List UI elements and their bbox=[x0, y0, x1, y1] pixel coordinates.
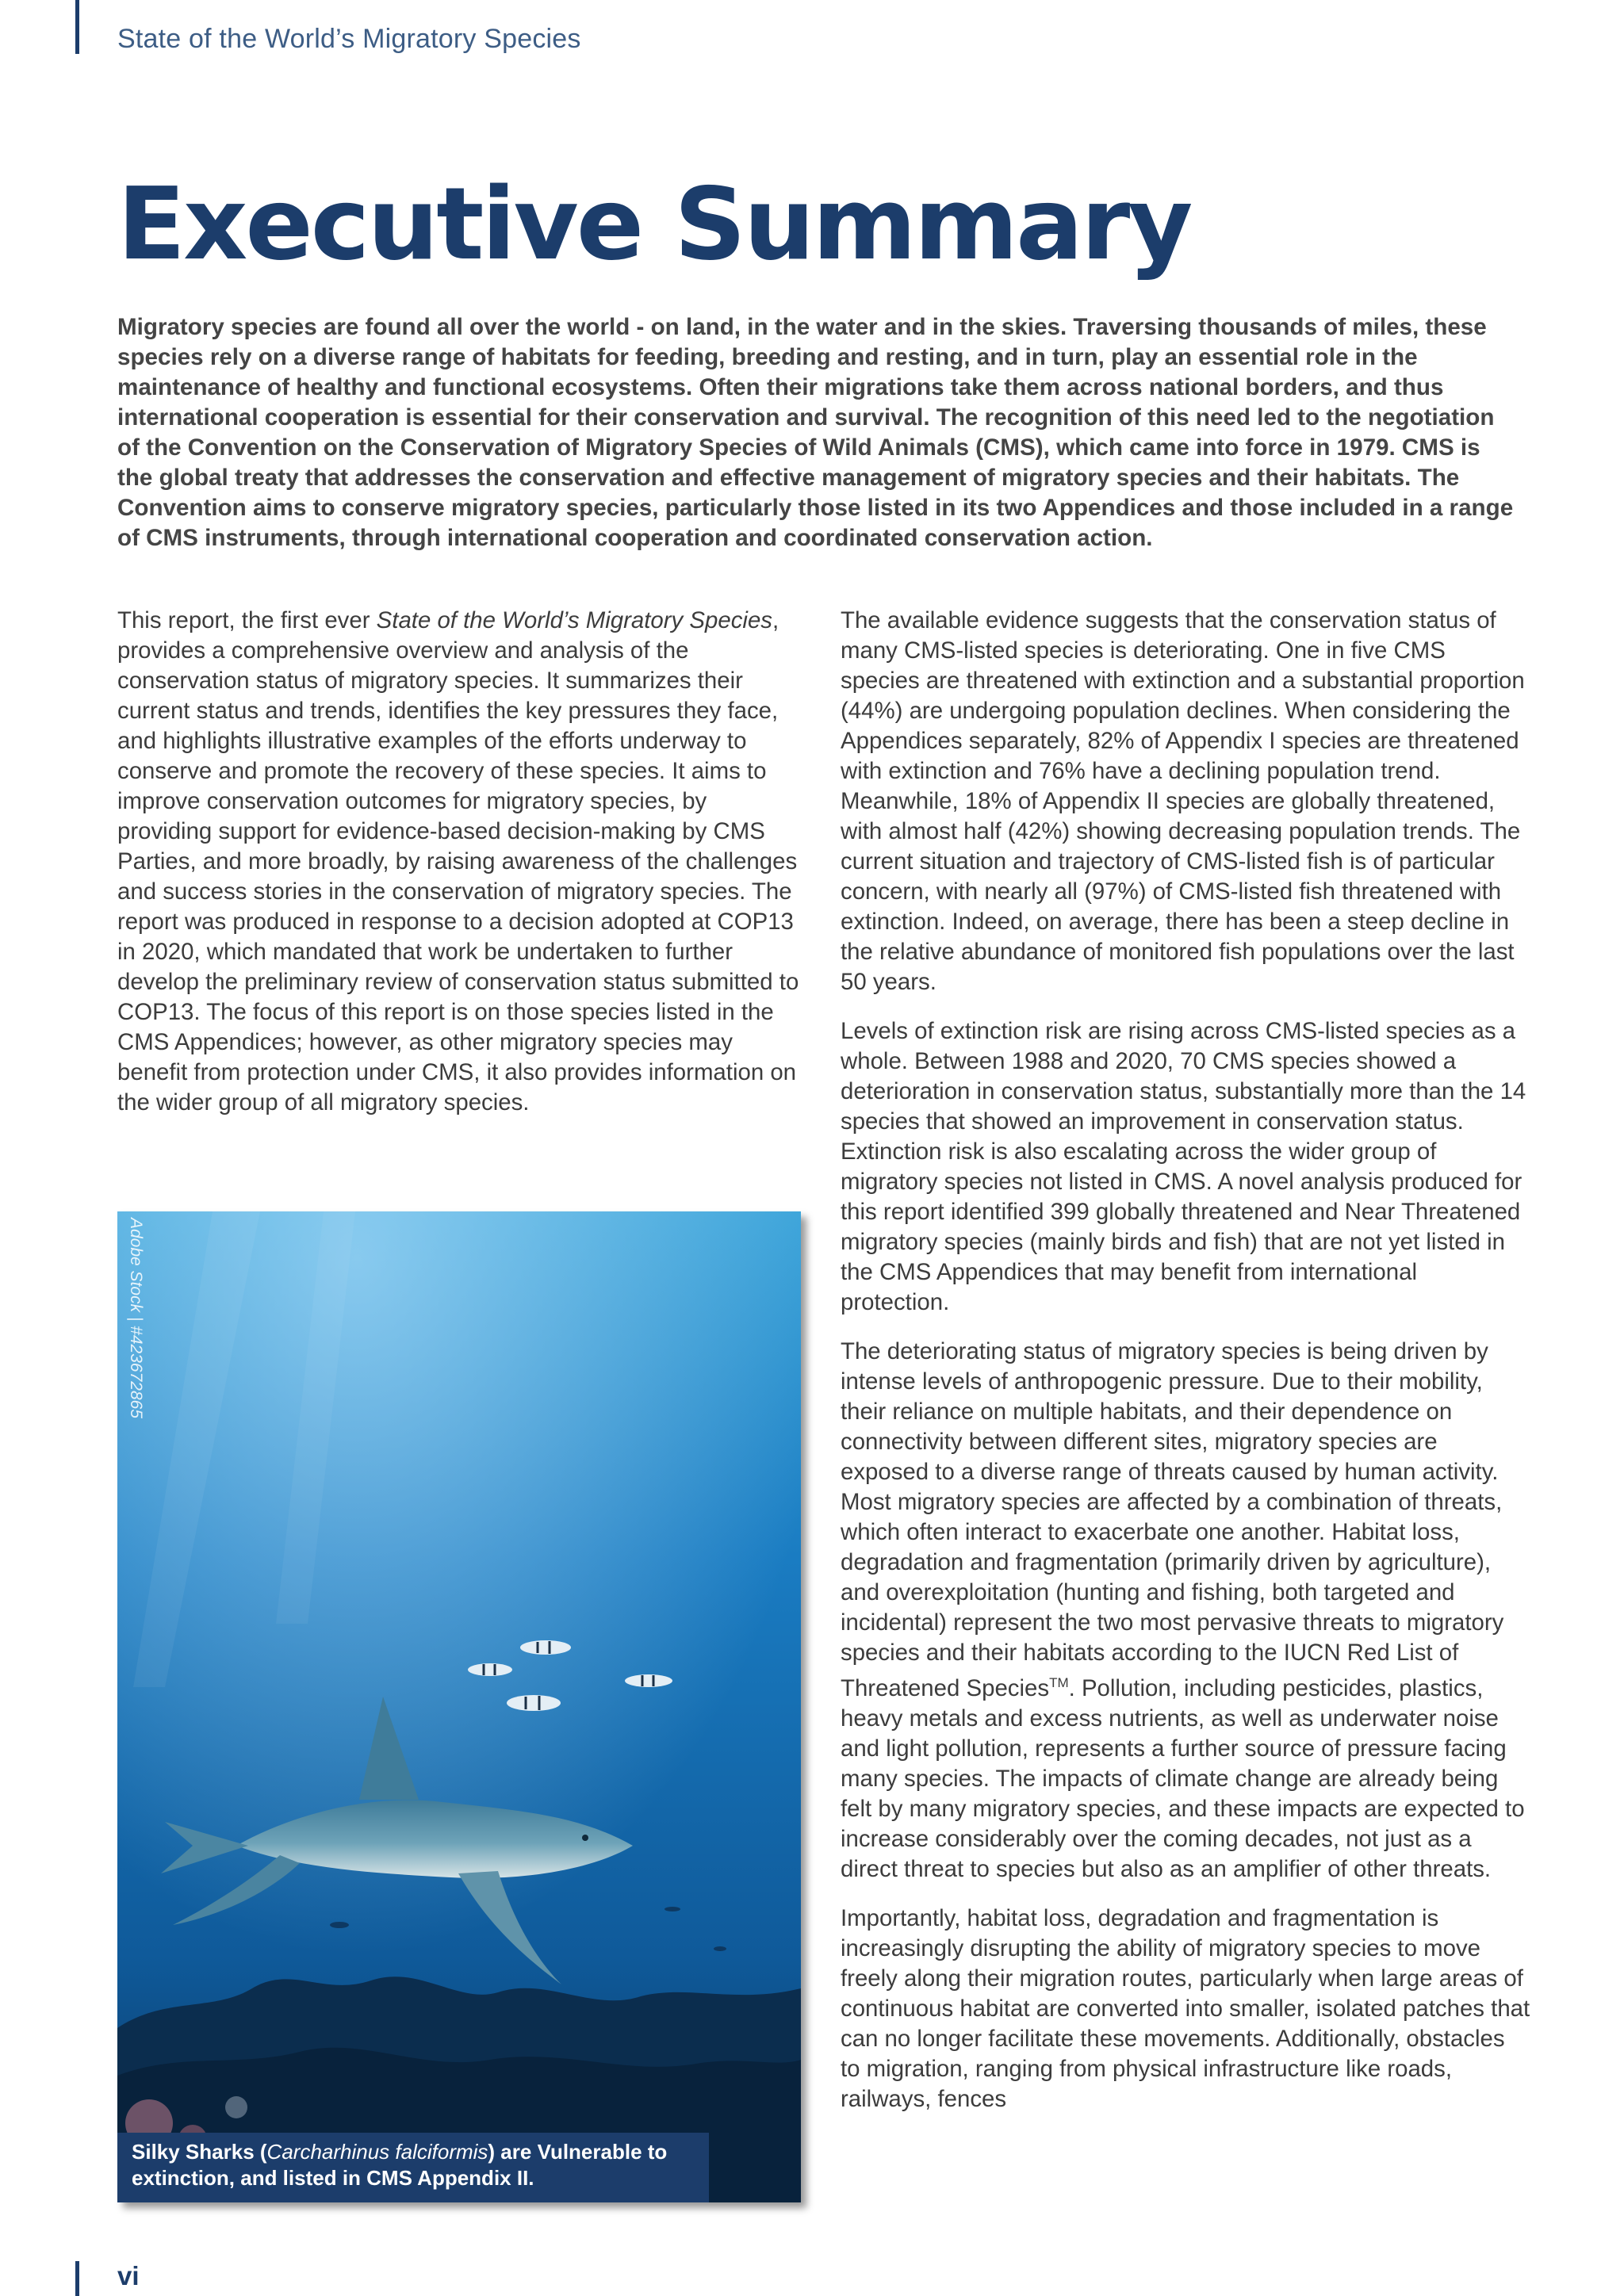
report-title-italic: State of the World’s Migratory Species bbox=[376, 607, 772, 633]
left-column bbox=[117, 606, 807, 1137]
right-column bbox=[841, 606, 1530, 2133]
photo-caption: Silky Sharks (Carcharhinus falciformis) are Vulnerable to extinction, and listed in CMS Appendix II. bbox=[117, 2133, 709, 2202]
top-accent-bar bbox=[75, 0, 79, 54]
running-header: State of the World’s Migratory Species bbox=[117, 24, 581, 54]
species-name-italic: Carcharhinus falciformis bbox=[266, 2140, 488, 2164]
trademark-mark: TM bbox=[1049, 1675, 1069, 1690]
left-paragraph-1: This report, the first ever State of the World’s Migratory Species, provides a comprehensive overview and analysis of the conservation status of migratory species. It summarizes their current status and trends, identifies the key pressures they face, and highlights illustrative examples of the efforts underway to conserve and promote the recovery of these species. It aims to improve conservation outcomes for migratory species, by providing support for evidence-based decision-making by CMS Parties, and more broadly, by raising awareness of the challenges and success stories in the conservation of migratory species. The report was produced in response to a decision adopted at COP13 in 2020, which mandated that work be undertaken to further develop the preliminary review of conservation status submitted to COP13. The focus of this report is on those species listed in the CMS Appendices; however, as other migratory species may benefit from protection under CMS, it also provides information on the wider group of all migratory species. bbox=[117, 607, 799, 1115]
shark-photo bbox=[117, 1211, 801, 2202]
intro-paragraph: Migratory species are found all over the world - on land, in the water and in the skies. Traversing thousands of miles, these species rely on a diverse range of habitats for feeding, breeding and resting, and in turn, play an essential role in the maintenance of healthy and functional ecosystems. Often their migrations take them across national borders, and thus international cooperation is essential for their conservation and survival. The recognition of this need led to the negotiation of the Convention on the Conservation of Migratory Species of Wild Animals (CMS), which came into force in 1979. CMS is the global treaty that addresses the conservation and effective management of migratory species and their habitats. The Convention aims to conserve migratory species, particularly those listed in its two Appendices and those included in a range of CMS instruments, through international cooperation and coordinated conservation action. bbox=[117, 314, 1514, 551]
bottom-accent-bar bbox=[75, 2261, 79, 2296]
right-paragraph-3: The deteriorating status of migratory species is being driven by intense levels of anthropogenic pressure. Due to their mobility, their reliance on multiple habitats, and their dependence on connectivity between different sites, migratory species are exposed to a diverse range of threats caused by human activity. Most migratory species are affected by a combination of threats, which often interact to exacerbate one another. Habitat loss, degradation and fragmentation (primarily driven by agriculture), and overexploitation (hunting and fishing, both targeted and incidental) represent the two most pervasive threats to migratory species and their habitats according to the IUCN Red List of Threatened Species™. Pollution, including pesticides, plastics, heavy metals and excess nutrients, as well as underwater noise and light pollution, represents a further source of pressure facing many species. The impacts of climate change are already being felt by many migratory species, and these impacts are expected to increase considerably over the coming decades, not just as a direct threat to species but also as an amplifier of other threats. bbox=[841, 1338, 1525, 1882]
right-paragraph-4: Importantly, habitat loss, degradation and fragmentation is increasingly disrupting the ability of migratory species to move freely along their migration routes, particularly when large areas of continuous habitat are converted into smaller, isolated patches that can no longer facilitate these movements. Additionally, obstacles to migration, ranging from physical infrastructure like roads, railways, fences bbox=[841, 1904, 1530, 2112]
page-title: Executive Summary bbox=[117, 166, 1191, 282]
shark-illustration bbox=[117, 1211, 801, 2202]
right-paragraph-2: Levels of extinction risk are rising across CMS-listed species as a whole. Between 1988 and 2020, 70 CMS species showed a deterioration in conservation status, substantially more than the 14 species that showed an improvement in conservation status. Extinction risk is also escalating across the wider group of migratory species not listed in CMS. A novel analysis produced for this report identified 399 globally threatened and Near Threatened migratory species (mainly birds and fish) that are not yet listed in the CMS Appendices that may benefit from international protection. bbox=[841, 1018, 1526, 1315]
photo-credit: Adobe Stock | #423672865 bbox=[127, 1218, 145, 1418]
page-number: vi bbox=[117, 2261, 140, 2290]
right-paragraph-1: The available evidence suggests that the conservation status of many CMS-listed species is deteriorating. One in five CMS species are threatened with extinction and a substantial proportion (44%) are undergoing population declines. When considering the Appendices separately, 82% of Appendix I species are threatened with extinction and 76% have a declining population trend. Meanwhile, 18% of Appendix II species are globally threatened, with almost half (42%) showing decreasing population trends. The current situation and trajectory of CMS-listed fish is of particular concern, with nearly all (97%) of CMS-listed fish threatened with extinction. Indeed, on average, there has been a steep decline in the relative abundance of monitored fish populations over the last 50 years. bbox=[841, 607, 1525, 995]
